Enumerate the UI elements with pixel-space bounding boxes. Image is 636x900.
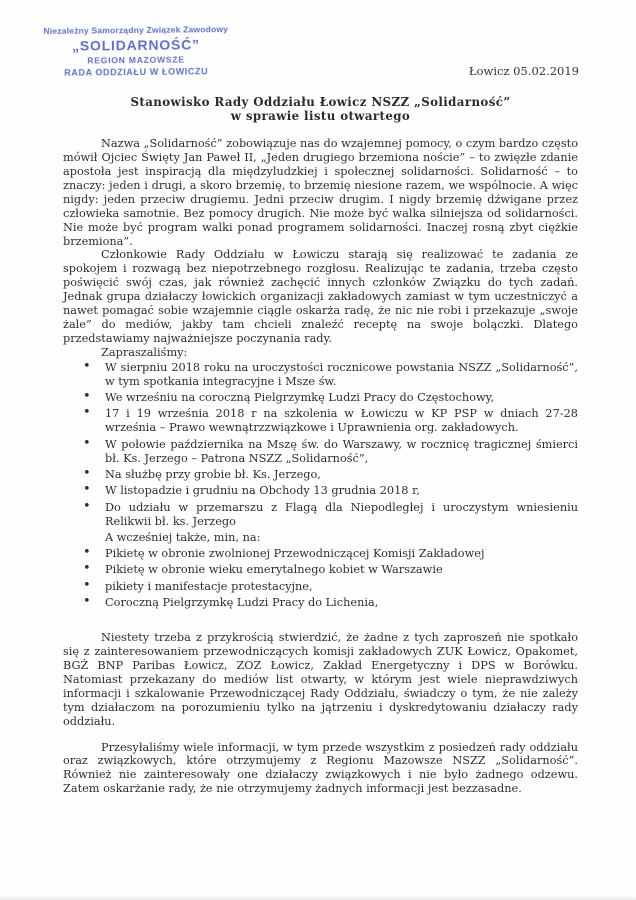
list-item: • Pikietę w obronie wieku emerytalnego kobiet w Warszawie: [105, 563, 578, 577]
paragraph-information-sent: Przesyłaliśmy wiele informacji, w tym przede wszystkim z posiedzeń rady oddziału oraz związkowych, które otrzymujemy z Regionu Mazowsze NSZZ „Solidarność”. Również nie zainteresowały one działaczy związkowych i nie było żadnego odzewu. Zatem oskarżanie rady, że nie otrzymujemy żadnych informacji jest bezzasadne.: [63, 740, 578, 796]
earlier-events-label: A wcześniej także, min, na:: [105, 531, 261, 545]
stamp-org-name: „SOLIDARNOŚĆ”: [71, 35, 200, 54]
stamp-org-type: Niezależny Samorządny Związek Zawodowy: [43, 24, 229, 36]
list-item: • W połowie października na Mszę św. do Warszawy, w rocznicę tragicznej śmierci bł. Ks. Jerzego – Patrona NSZZ „Solidarność”,: [105, 438, 578, 466]
invitations-label: Zapraszaliśmy:: [101, 345, 188, 359]
paragraph-solidarity-meaning: Nazwa „Solidarność” zobowiązuje nas do wzajemnej pomocy, o czym bardzo często mówił Ojciec Święty Jan Paweł II, „Jeden drugiego brzemiona noście” – to zwięzłe zdanie apostoła jest inspiracją dla międzyludzkiej i społecznej solidarności. Solidarność – to znaczy: jeden i drugi, a skoro brzemię, to brzemię niesione razem, we wspólnocie. A więc nigdy: jeden przeciw drugiemu. Jedni przeciw drugim. I nigdy brzemię dźwigane przez człowieka samotnie. Bez pomocy drugich. Nie może być walka silniejsza od solidarności. Nie może być program walki ponad programem solidarności. Inaczej rosną zbyt ciężkie brzemiona”.: [63, 137, 578, 248]
title-line-1: Stanowisko Rady Oddziału Łowicz NSZZ „Solidarność”: [130, 95, 511, 109]
list-item: • Coroczną Pielgrzymkę Ludzi Pracy do Lichenia,: [105, 596, 578, 610]
title-line-2: w sprawie listu otwartego: [230, 108, 411, 123]
list-item: • W listopadzie i grudniu na Obchody 13 grudnia 2018 r,: [105, 484, 578, 498]
invitations-list: [63, 361, 578, 529]
list-item: • Do udziału w przemarszu z Flagą dla Niepodległej i uroczystym wniesieniu Relikwii bł. ks. Jerzego: [105, 501, 578, 529]
paragraph-no-interest: Niestety trzeba z przykrością stwierdzić, że żadne z tych zaproszeń nie spotkało się z zainteresowaniem przewodniczących komisji zakładowych ZUK Łowicz, Opakomet, BGŻ BNP Paribas Łowicz, ZOZ Łowicz, Zakład Energetyczny i DPS w Borówku. Natomiast przekazany do mediów list otwarty, w którym jest wiele nieprawdziwych informacji i szkalowanie Przewodniczącej Rady Oddziału, świadczy o tym, że nie zależy tym działaczom na porozumieniu tylko na jątrzeniu i dyskredytowaniu działaczy rady oddziału.: [63, 631, 578, 728]
paragraph-council-members: Członkowie Rady Oddziału w Łowiczu starają się realizować te zadania ze spokojem i rozwagą bez niepotrzebnego rozgłosu. Realizując te zadania, trzeba często poświęcić swój czas, jak również zachęcić innych członków Związku do tych zadań. Jednak grupa działaczy łowickich organizacji zakładowych zamiast w tym uczestniczyć a nawet pomagać sobie wzajemnie ciągle oskarża radę, że nic nie robi i przekazuje „swoje żale” do mediów, jakby tam chcieli znaleźć receptę na swoje bolączki. Dlatego przedstawiamy najważniejsze poczynania rady.: [63, 248, 578, 345]
list-item: • Na służbę przy grobie bł. Ks. Jerzego,: [105, 468, 578, 482]
list-item: • 17 i 19 września 2018 r na szkolenia w Łowiczu w KP PSP w dniach 27-28 września – Prawo wewnątrzzwiązkowe i Uprawnienia org. zakładowych.: [105, 407, 578, 435]
earlier-events-list: [63, 547, 578, 610]
list-item: • We wrześniu na coroczną Pielgrzymkę Ludzi Pracy do Częstochowy,: [105, 391, 578, 405]
list-item: • pikiety i manifestacje protestacyjne,: [105, 580, 578, 594]
stamp-branch: RADA ODDZIAŁU W ŁOWICZU: [64, 65, 209, 78]
org-stamp: [34, 24, 239, 79]
document-content: [63, 96, 578, 796]
stamp-region: REGION MAZOWSZE: [87, 54, 185, 66]
list-item: • W sierpniu 2018 roku na uroczystości rocznicowe powstania NSZZ „Solidarność”, w tym spotkania integracyjne i Msze św.: [105, 361, 578, 389]
scan-edge: [0, 896, 636, 900]
list-item: • Pikietę w obronie zwolnionej Przewodniczącej Komisji Zakładowej: [105, 547, 578, 561]
page-title: [63, 96, 578, 123]
dateline: Łowicz 05.02.2019: [468, 64, 579, 78]
